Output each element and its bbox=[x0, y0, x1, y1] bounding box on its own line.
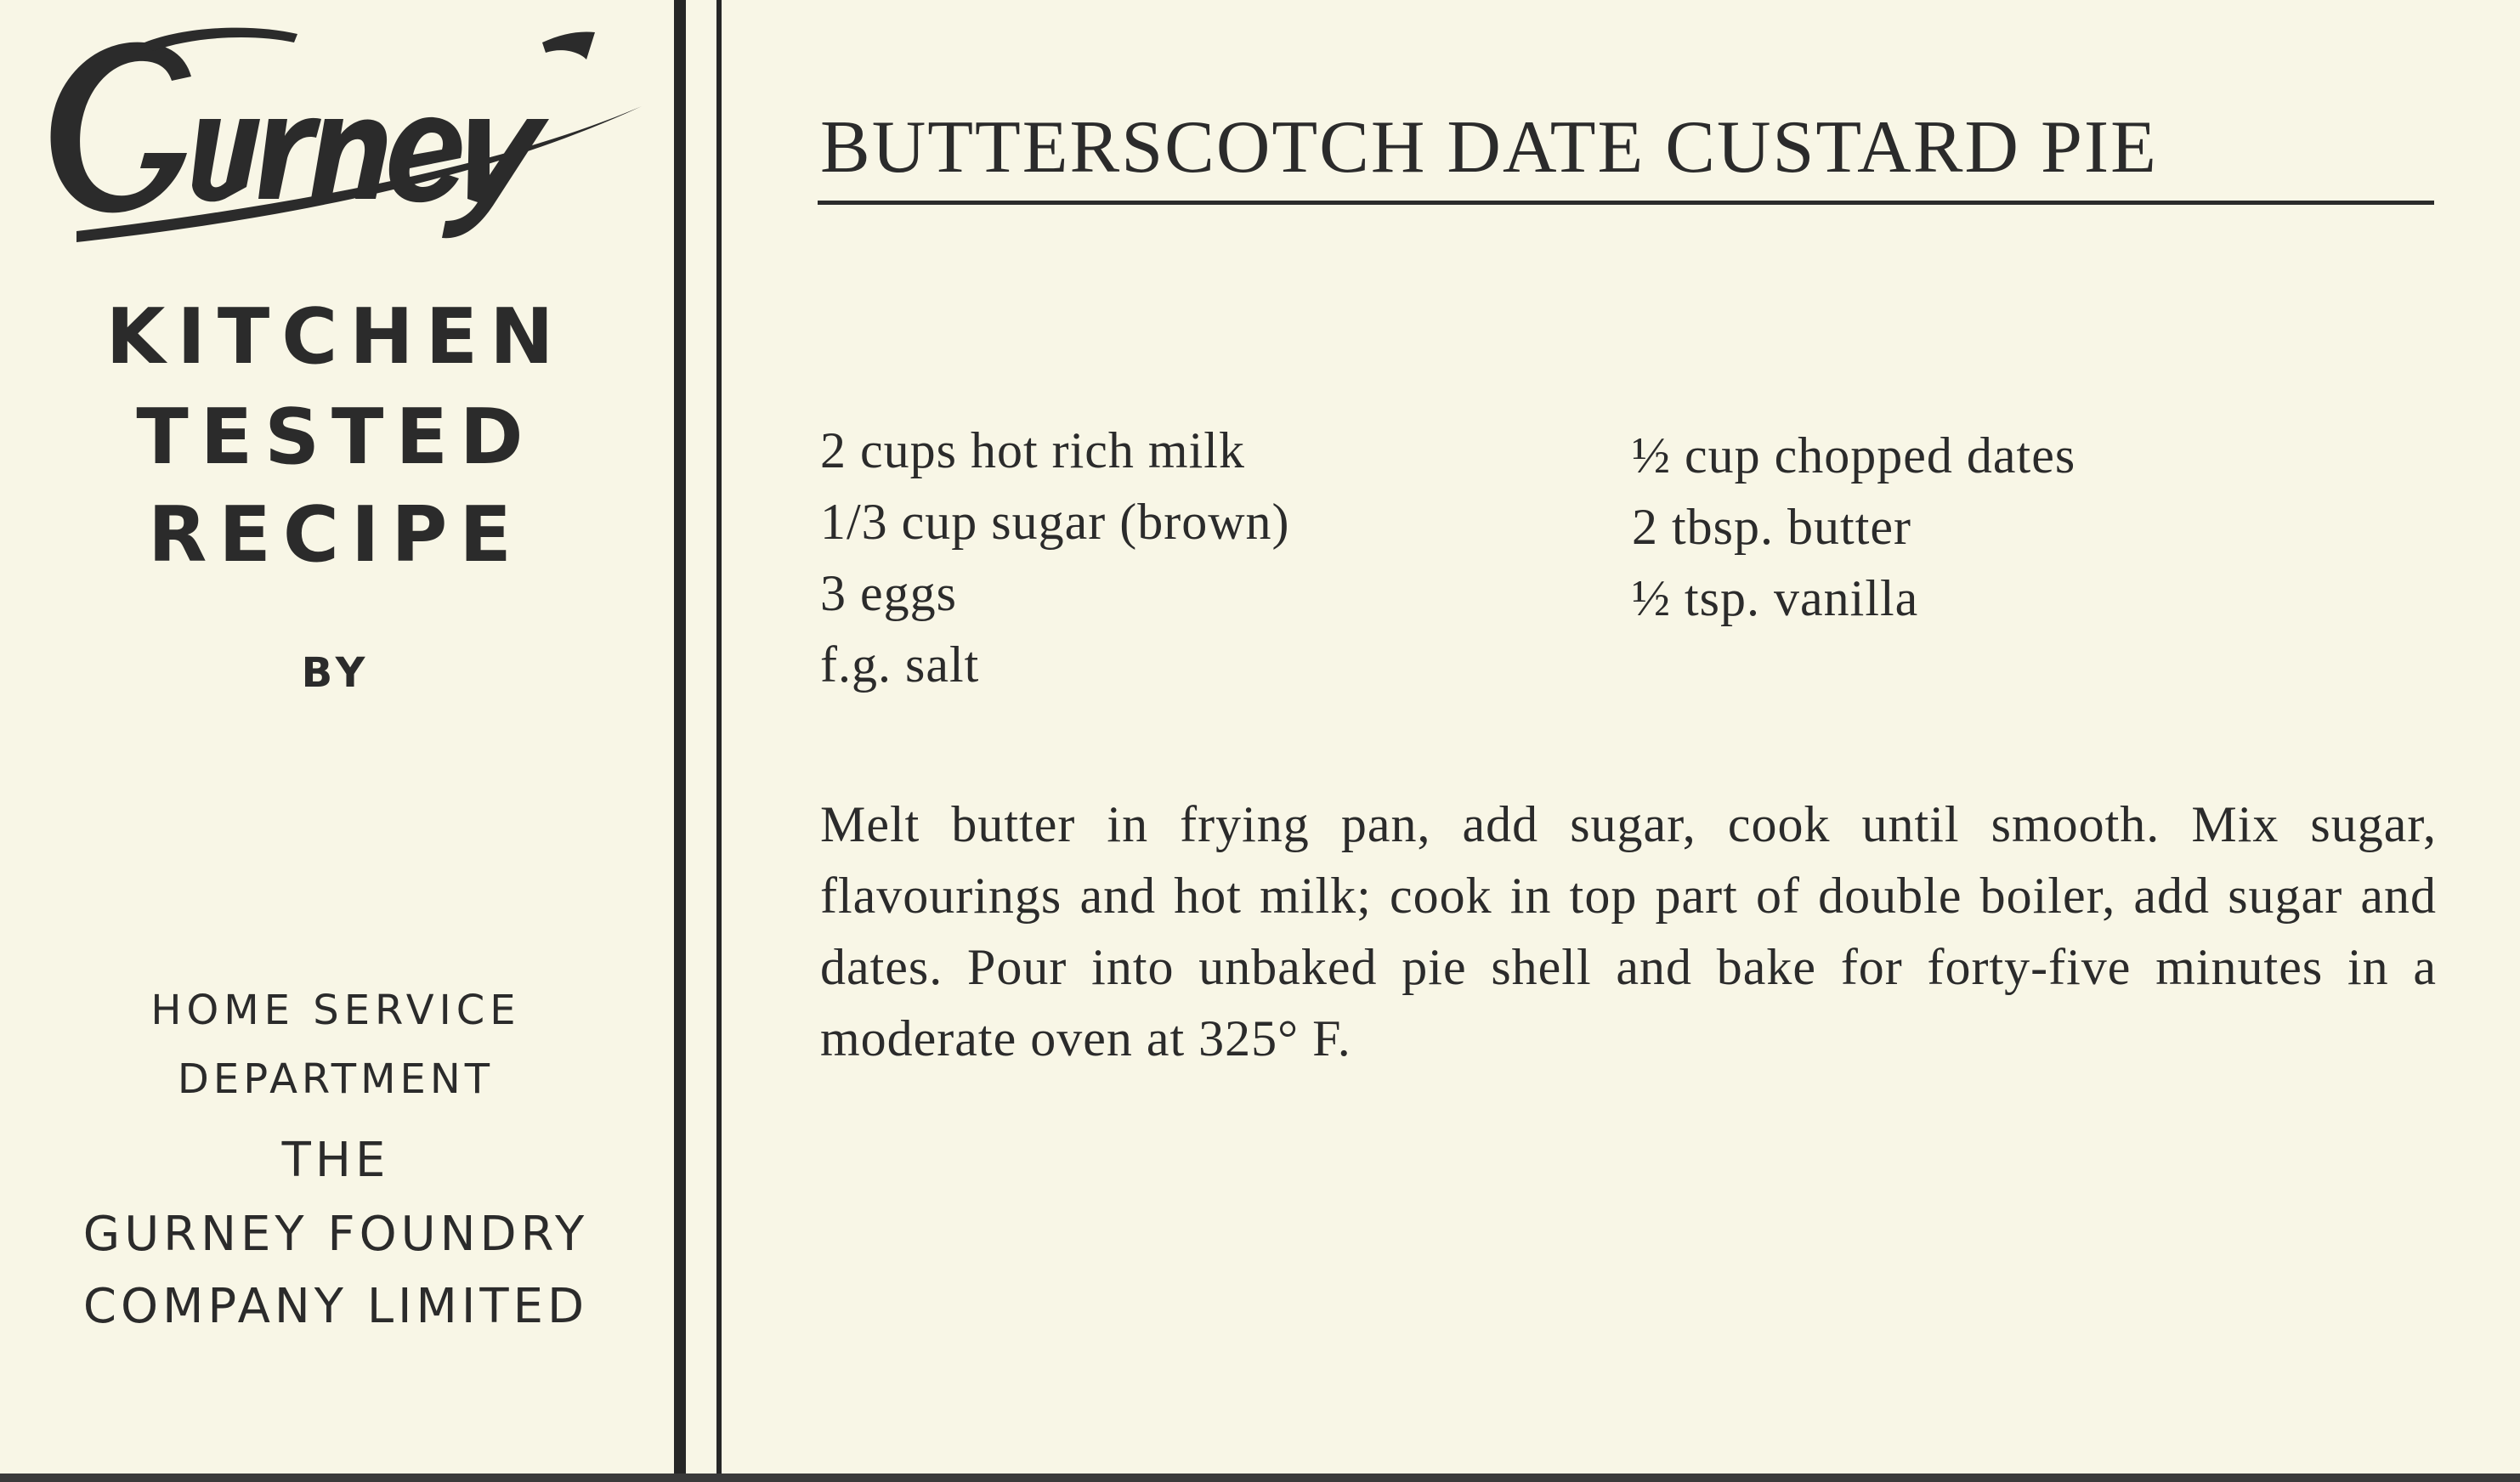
by-label: BY bbox=[301, 649, 371, 697]
title-underline bbox=[818, 201, 2434, 205]
gurney-logo bbox=[17, 8, 646, 263]
ingredient-item: 2 cups hot rich milk bbox=[820, 422, 1245, 478]
card-bottom-edge bbox=[0, 1474, 2520, 1482]
method-paragraph: Melt butter in frying pan, add sugar, cook until smooth. Mix sugar, flavourings and hot milk; cook in top part of double boiler, add sugar and dates. Pour into unbaked pie shell and bake for forty-five minutes in a moderate oven at 325° F. bbox=[820, 796, 2437, 1066]
panel-divider-thin bbox=[716, 0, 722, 1482]
ingredients-left bbox=[820, 415, 1290, 700]
company-line-1: THE bbox=[281, 1133, 390, 1188]
panel-divider-thick bbox=[674, 0, 686, 1482]
department-line-2: DEPARTMENT bbox=[177, 1055, 495, 1103]
ingredients-right bbox=[1632, 420, 2075, 634]
recipe-title: BUTTERSCOTCH DATE CUSTARD PIE bbox=[820, 106, 2158, 189]
heading-recipe: RECIPE bbox=[148, 490, 524, 580]
ingredient-item: ½ cup chopped dates bbox=[1632, 427, 2076, 484]
company-line-2: GURNEY FOUNDRY bbox=[82, 1207, 589, 1262]
ingredient-item: 1/3 cup sugar (brown) bbox=[820, 494, 1290, 550]
department-line-1: HOME SERVICE bbox=[150, 987, 521, 1034]
heading-tested: TESTED bbox=[136, 393, 535, 482]
heading-kitchen: KITCHEN bbox=[105, 292, 566, 382]
ingredient-item: 2 tbsp. butter bbox=[1632, 499, 1911, 555]
ingredient-item: 3 eggs bbox=[820, 565, 957, 621]
company-line-3: COMPANY LIMITED bbox=[82, 1279, 589, 1334]
ingredient-item: ½ tsp. vanilla bbox=[1632, 570, 1919, 626]
ingredient-item: f.g. salt bbox=[820, 636, 980, 693]
